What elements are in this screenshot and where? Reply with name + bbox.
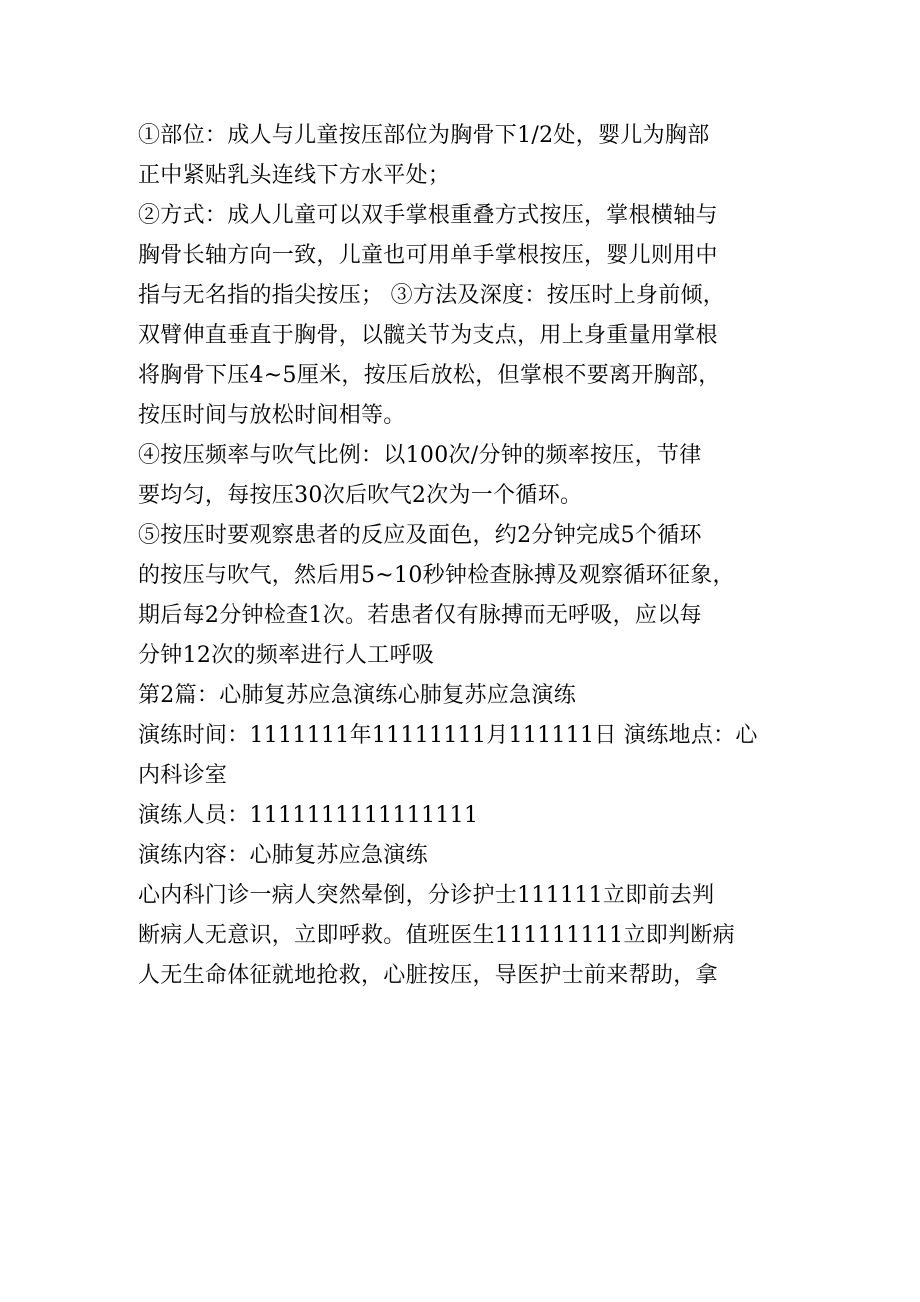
text-line: 要均匀，每按压30次后吹气2次为一个循环。 — [138, 483, 583, 508]
text-line: 内科诊室 — [138, 763, 228, 788]
text-line: 胸骨长轴方向一致，儿童也可用单手掌根按压，婴儿则用中 — [138, 243, 718, 268]
text-line: 的按压与吹气，然后用5~10秒钟检查脉搏及观察循环征象， — [138, 563, 735, 588]
text-line: 演练人员：1111111111111111 — [138, 803, 479, 828]
text-line: 人无生命体征就地抢救，心脏按压，导医护士前来帮助，拿 — [138, 963, 718, 988]
text-line: ⑤按压时要观察患者的反应及面色，约2分钟完成5个循环 — [138, 523, 702, 548]
text-line: 按压时间与放松时间相等。 — [138, 403, 406, 428]
document-body — [138, 116, 802, 996]
text-line: 将胸骨下压4~5厘米，按压后放松，但掌根不要离开胸部， — [138, 363, 721, 388]
text-line: 分钟12次的频率进行人工呼吸 — [138, 643, 435, 668]
text-line: 断病人无意识，立即呼救。值班医生111111111立即判断病 — [138, 923, 735, 948]
text-line: 指与无名指的指尖按压； ③方法及深度：按压时上身前倾， — [138, 283, 726, 308]
text-line: 正中紧贴乳头连线下方水平处； — [138, 163, 451, 188]
text-line: 心内科门诊一病人突然晕倒，分诊护士111111立即前去判 — [138, 883, 715, 908]
section-heading: 第2篇：心肺复苏应急演练心肺复苏应急演练 — [138, 683, 576, 708]
text-line: 双臂伸直垂直于胸骨，以髋关节为支点，用上身重量用掌根 — [138, 323, 718, 348]
text-line: 演练内容：心肺复苏应急演练 — [138, 843, 428, 868]
text-line: 期后每2分钟检查1次。若患者仅有脉搏而无呼吸，应以每 — [138, 603, 702, 628]
text-line: 演练时间：1111111年11111111月111111日 演练地点：心 — [138, 723, 758, 748]
text-line: ①部位：成人与儿童按压部位为胸骨下1/2处，婴儿为胸部 — [138, 123, 710, 148]
text-line: ②方式：成人儿童可以双手掌根重叠方式按压，掌根横轴与 — [138, 203, 718, 228]
text-line: ④按压频率与吹气比例：以100次/分钟的频率按压，节律 — [138, 443, 702, 468]
